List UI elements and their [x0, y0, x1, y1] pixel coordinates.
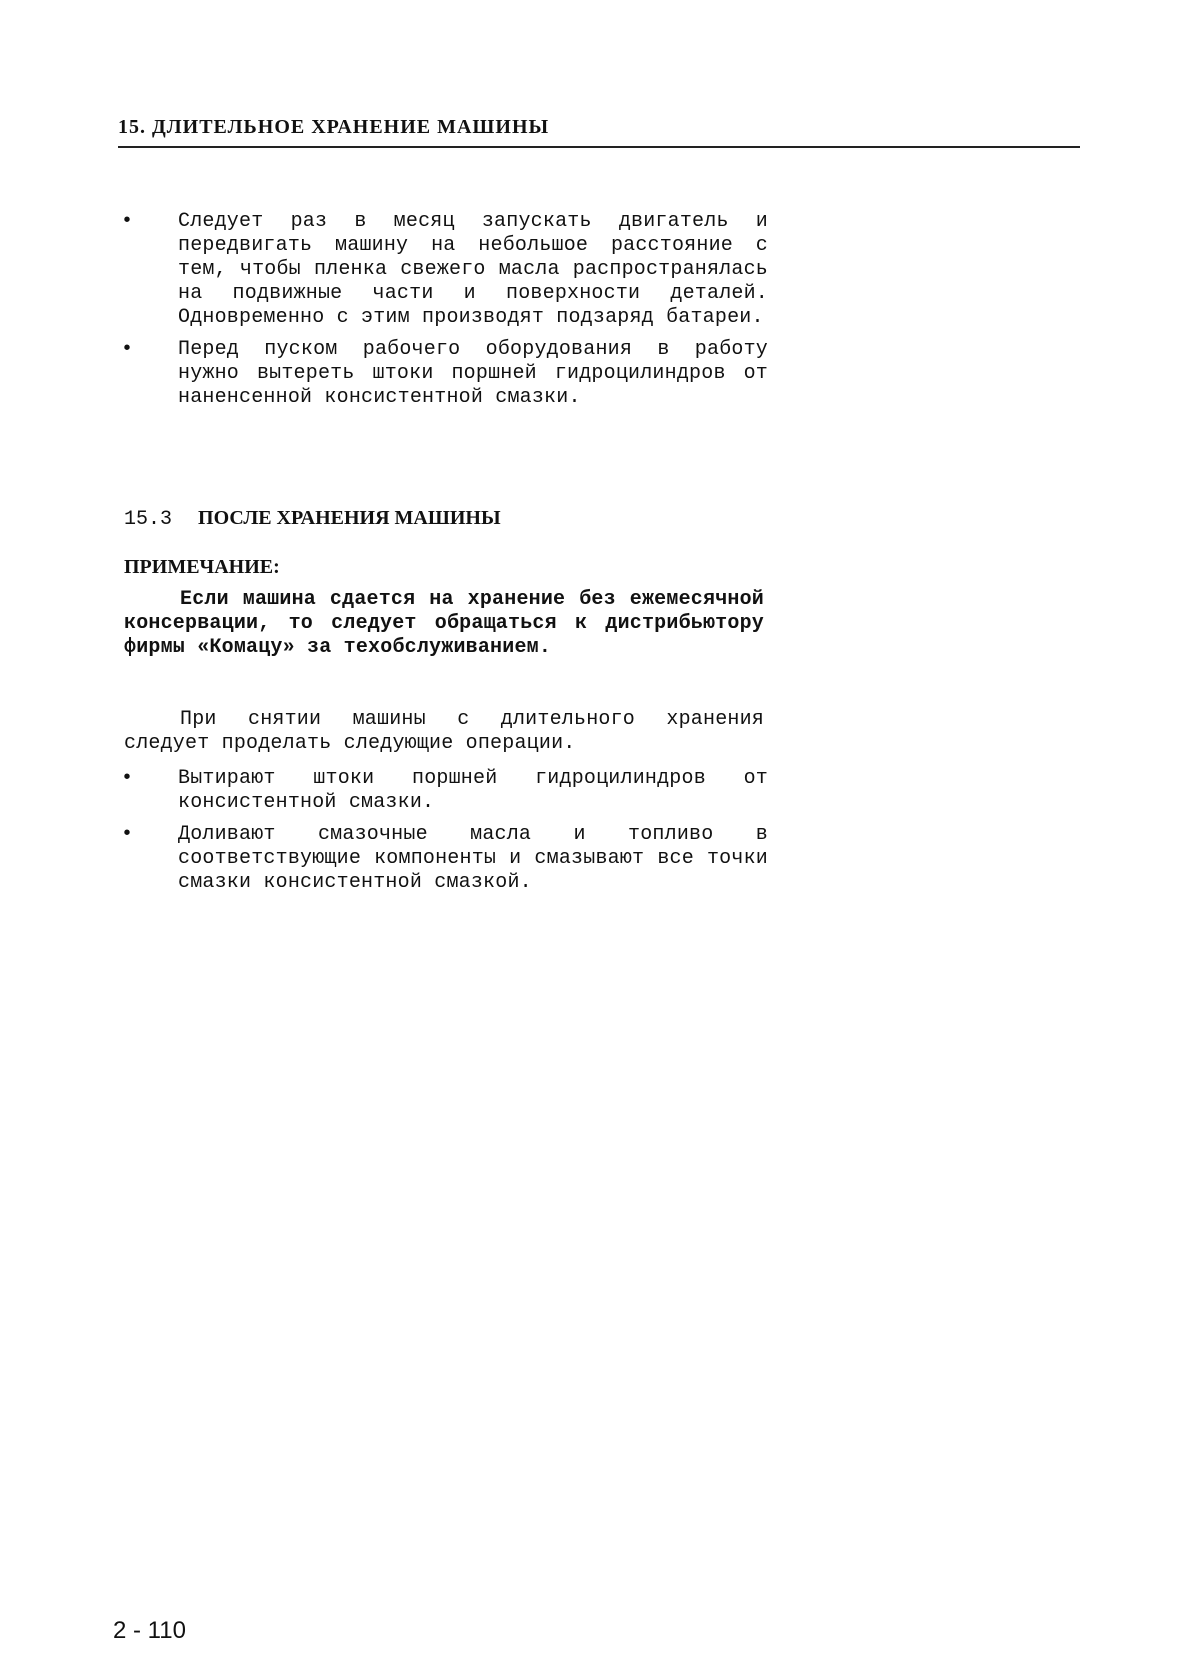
bullet-icon: • — [121, 338, 134, 361]
list-item-text: Следует раз в месяц запускать двигатель и передвигать машину на небольшое расстояние с тем, чтобы пленка свежего масла распространялась на подвижные части и поверхности деталей. Одновременно с этим производят подзаряд батареи. — [178, 210, 768, 329]
list-item-text: Перед пуском рабочего оборудования в работу нужно вытереть штоки поршней гидроцилиндров от наненсенной консистентной смазки. — [178, 338, 768, 409]
page-title: 15. ДЛИТЕЛЬНОЕ ХРАНЕНИЕ МАШИНЫ — [118, 116, 550, 138]
section-heading — [124, 507, 501, 531]
bullet-icon: • — [121, 823, 134, 846]
list-item — [118, 767, 768, 815]
operations-list — [118, 767, 768, 895]
list-item-text: Доливают смазочные масла и топливо в соответствующие компоненты и смазывают все точки смазки консистентной смазкой. — [178, 823, 768, 894]
bullet-icon: • — [121, 767, 134, 790]
note-label: ПРИМЕЧАНИЕ: — [124, 556, 280, 578]
note-text: Если машина сдается на хранение без ежемесячной консервации, то следует обращаться к дистрибьютору фирмы «Комацу» за техобслуживанием. — [124, 588, 764, 659]
maintenance-list — [118, 210, 768, 418]
page-header — [118, 116, 1080, 148]
section-number: 15.3 — [124, 508, 173, 531]
page-number: 2 - 110 — [113, 1617, 186, 1644]
intro-paragraph: При снятии машины с длительного хранения следует проделать следующие операции. — [124, 708, 764, 755]
list-item — [118, 210, 768, 330]
list-item-text: Вытирают штоки поршней гидроцилиндров от консистентной смазки. — [178, 767, 768, 814]
bullet-icon: • — [121, 210, 134, 233]
list-item — [118, 823, 768, 895]
section-title: ПОСЛЕ ХРАНЕНИЯ МАШИНЫ — [198, 507, 501, 529]
list-item — [118, 338, 768, 410]
